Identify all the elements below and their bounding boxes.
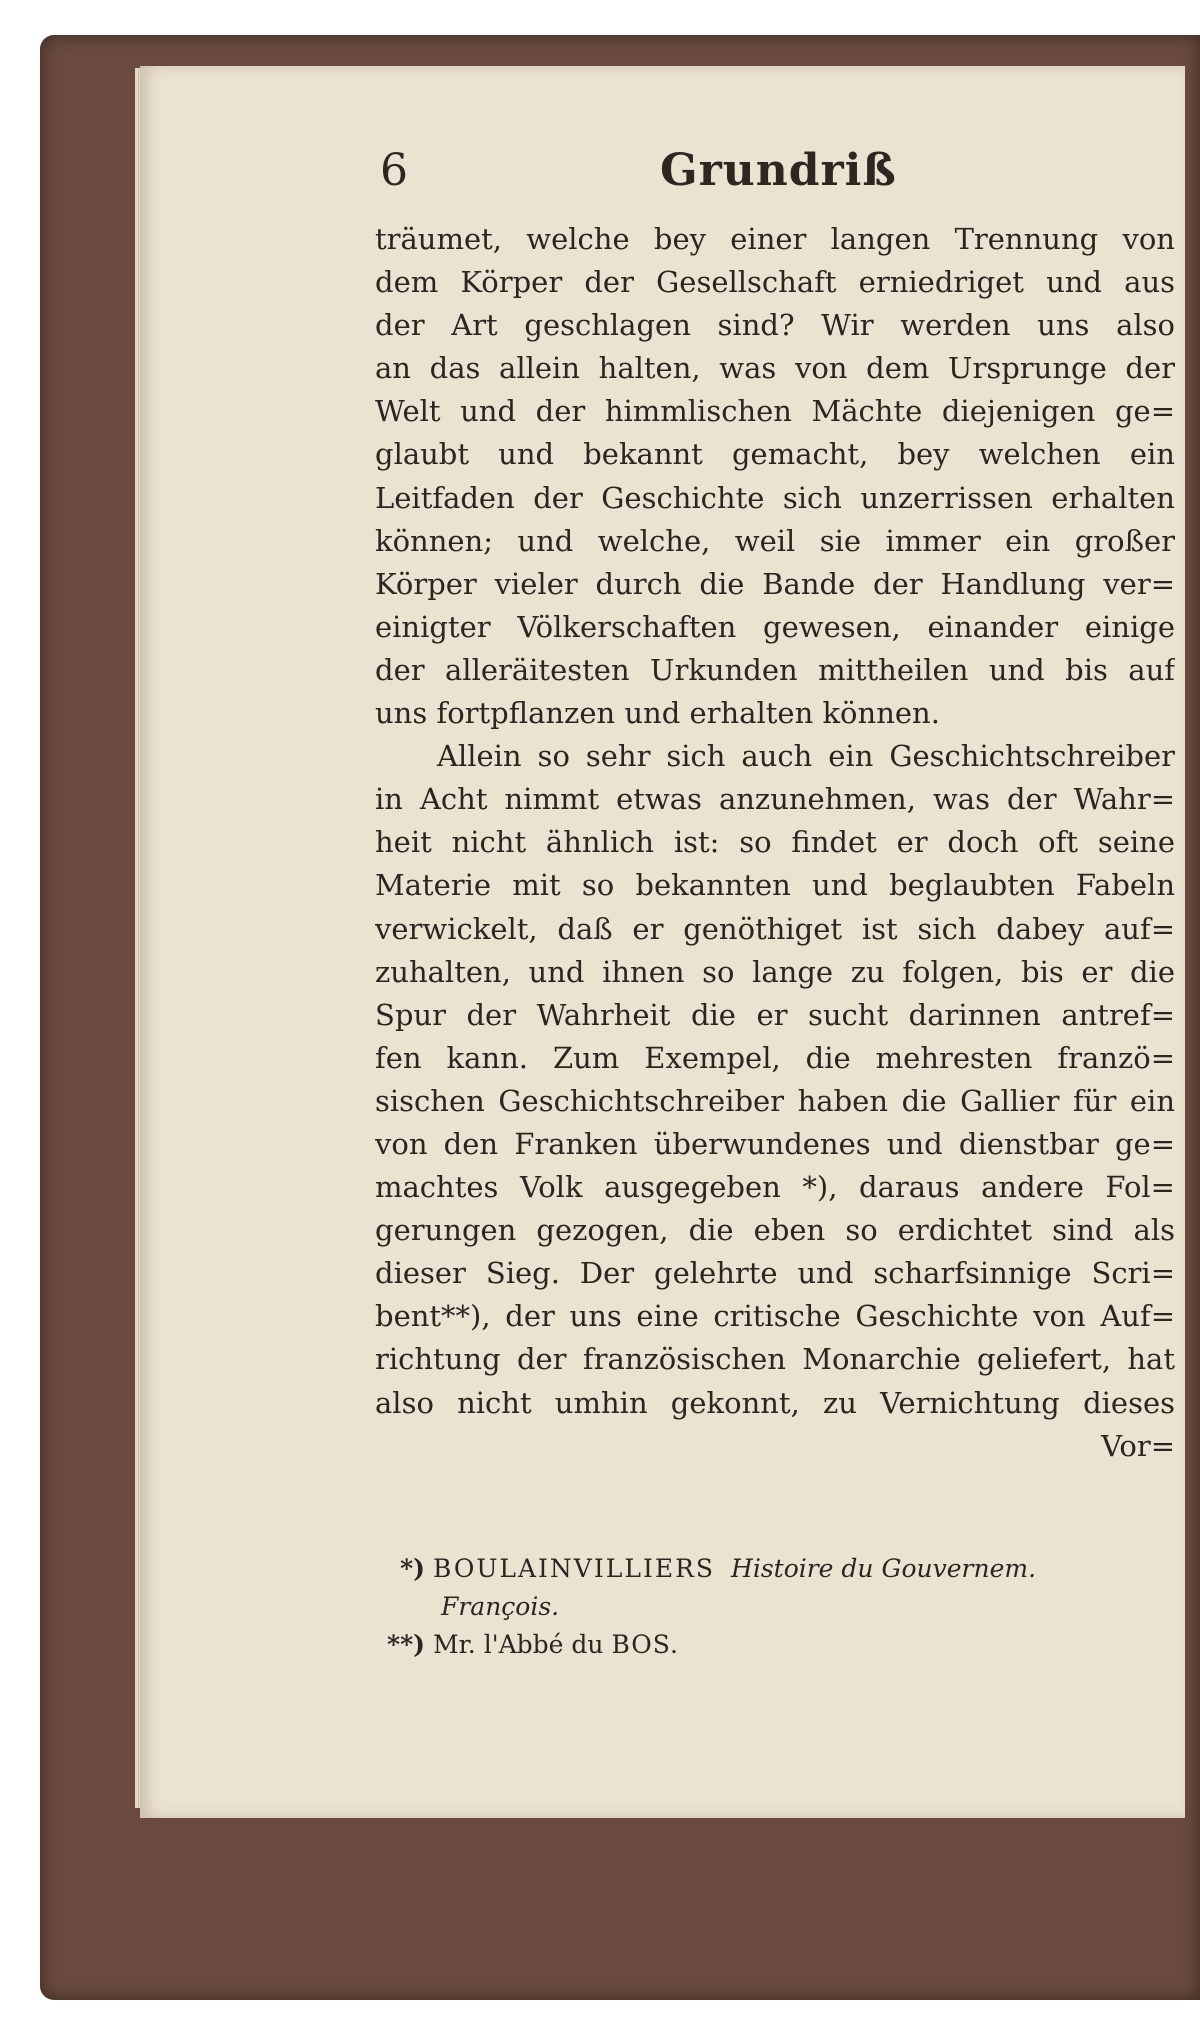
text-line: verwickelt, daß er genöthiget ist sich dabey auf= [375, 911, 1175, 946]
text-line: heit nicht ähnlich ist: so findet er doch oft seine [375, 825, 1175, 860]
text-line: fen kann. Zum Exempel, die mehresten franzö= [375, 1040, 1175, 1075]
text-line: Materie mit so bekannten und beglaubten Fabeln [375, 868, 1175, 903]
footnote-author: BOULAINVILLIERS [433, 1554, 716, 1583]
page-header [380, 145, 1200, 205]
text-line: uns fortpflanzen und erhalten können. [375, 696, 940, 731]
text-line: machtes Volk ausgegeben *), daraus andere Fol= [375, 1170, 1175, 1205]
text-line: bent**), der uns eine critische Geschichte von Auf= [375, 1299, 1175, 1334]
text-line: der alleräitesten Urkunden mittheilen und bis auf [375, 652, 1175, 687]
text-line: also nicht umhin gekonnt, zu Vernichtung dieses [375, 1385, 1175, 1420]
text-line: Spur der Wahrheit die er sucht darinnen antref= [375, 997, 1175, 1032]
catchword: Vor= [1101, 1428, 1175, 1463]
paragraph-start-line: Allein so sehr sich auch ein Geschichtschreiber [437, 739, 1175, 774]
text-line: Körper vieler durch die Bande der Handlung ver= [375, 566, 1175, 601]
footnote-text: Mr. l'Abbé du [433, 1630, 604, 1659]
text-line: Leitfaden der Geschichte sich unzerrissen erhalten [375, 480, 1175, 515]
text-line: von den Franken überwundenes und dienstbar ge= [375, 1126, 1175, 1161]
body-text [375, 218, 1175, 1468]
footnote-title: Histoire du Gouvernem. [731, 1554, 1037, 1583]
text-line: richtung der französischen Monarchie geliefert, hat [375, 1342, 1175, 1377]
text-line: dieser Sieg. Der gelehrte und scharfsinnige Scri= [375, 1256, 1175, 1291]
footnote-1-continuation: François. [441, 1592, 560, 1621]
text-line: zuhalten, und ihnen so lange zu folgen, bis er die [375, 954, 1175, 989]
text-line: Welt und der himmlischen Mächte diejenigen ge= [375, 394, 1175, 429]
text-line: glaubt und bekannt gemacht, bey welchen ein [375, 437, 1175, 472]
footnote-1 [385, 1550, 1175, 1588]
text-line: einigter Völkerschaften gewesen, einander einige [375, 609, 1175, 644]
running-head: Grundriß [660, 145, 897, 196]
text-line: an das allein halten, was von dem Ursprunge der [375, 351, 1175, 386]
text-line: träumet, welche bey einer langen Trennung von [375, 222, 1175, 256]
footnote-mark: *) [400, 1554, 425, 1583]
text-line: der Art geschlagen sind? Wir werden uns also [375, 308, 1175, 343]
text-line: dem Körper der Gesellschaft erniedriget und aus [375, 265, 1175, 300]
footnote-mark: **) [387, 1630, 425, 1659]
page-number: 6 [380, 145, 408, 196]
text-line: gerungen gezogen, die eben so erdichtet sind als [375, 1213, 1175, 1248]
text-line: können; und welche, weil sie immer ein großer [375, 523, 1175, 558]
footnote-2 [385, 1626, 1175, 1664]
footnote-name: BOS. [611, 1630, 679, 1659]
text-line: in Acht nimmt etwas anzunehmen, was der Wahr= [375, 782, 1175, 817]
footnotes [385, 1550, 1175, 1664]
text-line: sischen Geschichtschreiber haben die Gallier für ein [375, 1083, 1175, 1118]
